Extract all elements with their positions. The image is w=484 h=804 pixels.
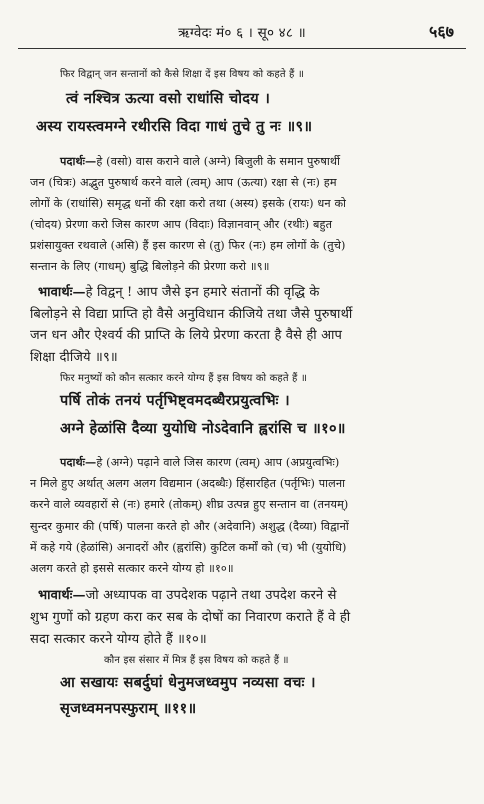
line-text: फिर विद्वान् जन सन्तानों को कैसे शिक्षा दें इस विषय को कहते हैं ॥ bbox=[60, 69, 304, 80]
line-text: में कहे गये (हेळांसि) अनादरों और (ह्वरांसि) कुटिल कर्मों को (च) भी (युयोधि) bbox=[30, 541, 347, 554]
line-text: करने वाले व्यवहारों से (नः) हमारे (तोकम्) शीघ्र उत्पन्न हुए सन्तान वा (तनयम्) bbox=[30, 498, 349, 511]
text-line bbox=[30, 519, 349, 534]
line-text: जन (चित्रः) अद्भुत पुरुषार्थ करने वाले (त्वम्) आप (ऊत्या) रक्षा से (नः) हम bbox=[30, 176, 337, 189]
line-text: कौन इस संसार में मित्र हैं इस विषय को कहते हैं ॥ bbox=[104, 655, 289, 666]
text-line bbox=[30, 497, 348, 512]
line-text: आ सखायः सबर्दुघां धेनुमजध्वमुप नव्यसा वचः । bbox=[60, 674, 316, 691]
section-intro bbox=[104, 652, 289, 666]
section-label: भावार्थः— bbox=[38, 588, 86, 603]
mantra-line bbox=[36, 116, 312, 136]
line-text: हे (वसो) वास कराने वाले (अग्ने) बिजुली के समान पुरुषार्थी bbox=[96, 155, 341, 168]
line-text: अलग करते हो इससे सत्कार करने योग्य हो ॥१०॥ bbox=[30, 562, 234, 575]
page-header bbox=[0, 20, 484, 46]
mantra-line bbox=[60, 672, 316, 692]
text-line bbox=[30, 238, 346, 253]
line-text: जन धन और ऐश्वर्य की प्राप्ति के लिये प्रेरणा करता है वैसे ही आप bbox=[30, 328, 343, 343]
text-line bbox=[38, 282, 320, 300]
text-line bbox=[30, 561, 234, 576]
line-text: सन्तान के लिए (गाधम्) बुद्धि बिलोड़ने की प्रेरणा करो ॥९॥ bbox=[30, 260, 270, 273]
text-line bbox=[30, 217, 332, 232]
section-intro bbox=[60, 66, 304, 80]
line-text: सुन्दर कुमार की (पर्षि) पालना करते हो और (अदेवानि) अशुद्ध (दैव्या) विद्वानों bbox=[30, 520, 349, 533]
line-text: सदा सत्कार करने योग्य होते हैं ॥१०॥ bbox=[30, 632, 207, 647]
line-text: (चोदय) प्रेरणा करो जिस कारण आप (विदाः) विज्ञानवान् और (रथीः) बहुत bbox=[30, 218, 333, 231]
line-text: हे विद्वन् ! आप जैसे इन हमारे संतानों की वृद्धि के bbox=[85, 285, 320, 300]
text-line bbox=[60, 455, 339, 470]
line-text: लोगों के (राधांसि) समृद्ध धनों की रक्षा करो तथा (अस्य) इसके (रायः) धन को bbox=[30, 197, 347, 210]
line-text: हे (अग्ने) पढ़ाने वाले जिस कारण (त्वम्) आप (अप्रयुत्वभिः) bbox=[96, 456, 340, 469]
line-text: फिर मनुष्यों को कौन सत्कार करने योग्य हैं इस विषय को कहते हैं ॥ bbox=[60, 373, 307, 384]
section-intro bbox=[60, 370, 307, 384]
line-text: शुभ गुणों को ग्रहण करा कर सब के दोषों का निवारण कराते हैं वे ही bbox=[30, 610, 351, 625]
line-text: जो अध्यापक वा उपदेशक पढ़ाने तथा उपदेश करने से bbox=[85, 588, 337, 603]
line-text: बिलोड़ने से विद्या प्राप्ति हो वैसे अनुविधान कीजिये तथा जैसे पुरुषार्थी bbox=[30, 307, 353, 322]
line-text: पर्षि तोकं तनयं पर्तृभिष्ट्वमदब्धैरप्रयुत्वभिः । bbox=[60, 392, 290, 409]
text-line bbox=[30, 175, 337, 190]
line-text: न मिले हुए अर्थात् अलग अलग विद्यमान (अदब्धैः) हिंसारहित (पर्तृभिः) पालना bbox=[30, 477, 346, 490]
page-number: ५६७ bbox=[429, 22, 454, 41]
text-line bbox=[30, 540, 347, 555]
section-label: पदार्थः— bbox=[60, 154, 97, 168]
mantra-line bbox=[60, 390, 290, 410]
line-text: अस्य रायस्त्वमग्ने रथीरसि विदा गाधं तुचे तु नः ॥९॥ bbox=[36, 118, 313, 135]
section-label: भावार्थः— bbox=[38, 285, 86, 300]
line-text: प्रशंसायुक्त रथवाले (असि) हैं इस कारण से (तु) फिर (नः) हम लोगों के (तुचे) bbox=[30, 239, 346, 252]
text-line bbox=[30, 607, 350, 625]
text-line bbox=[30, 629, 207, 647]
text-line bbox=[60, 154, 340, 169]
text-line bbox=[30, 347, 118, 365]
mantra-line bbox=[66, 88, 270, 108]
line-text: सृजध्वमनपस्फुराम् ॥११॥ bbox=[60, 700, 197, 717]
text-line bbox=[30, 196, 346, 211]
running-title: ऋग्वेदः मं० ६ । सू० ४८ ॥ bbox=[178, 25, 306, 41]
line-text: त्वं नश्चित्र ऊत्या वसो राधांसि चोदय । bbox=[66, 90, 271, 107]
line-text: अग्ने हेळांसि दैव्या युयोधि नोऽदेवानि ह्वरांसि च ॥१०॥ bbox=[60, 420, 346, 437]
header-rule bbox=[18, 48, 466, 49]
line-text: शिक्षा दीजिये ॥९॥ bbox=[30, 350, 118, 365]
text-line bbox=[30, 259, 270, 274]
text-line bbox=[30, 476, 345, 491]
mantra-line bbox=[60, 418, 346, 438]
mantra-line bbox=[60, 698, 197, 718]
text-line bbox=[30, 304, 352, 322]
text-line bbox=[38, 585, 337, 603]
section-label: पदार्थः— bbox=[60, 455, 97, 469]
text-line bbox=[30, 325, 342, 343]
